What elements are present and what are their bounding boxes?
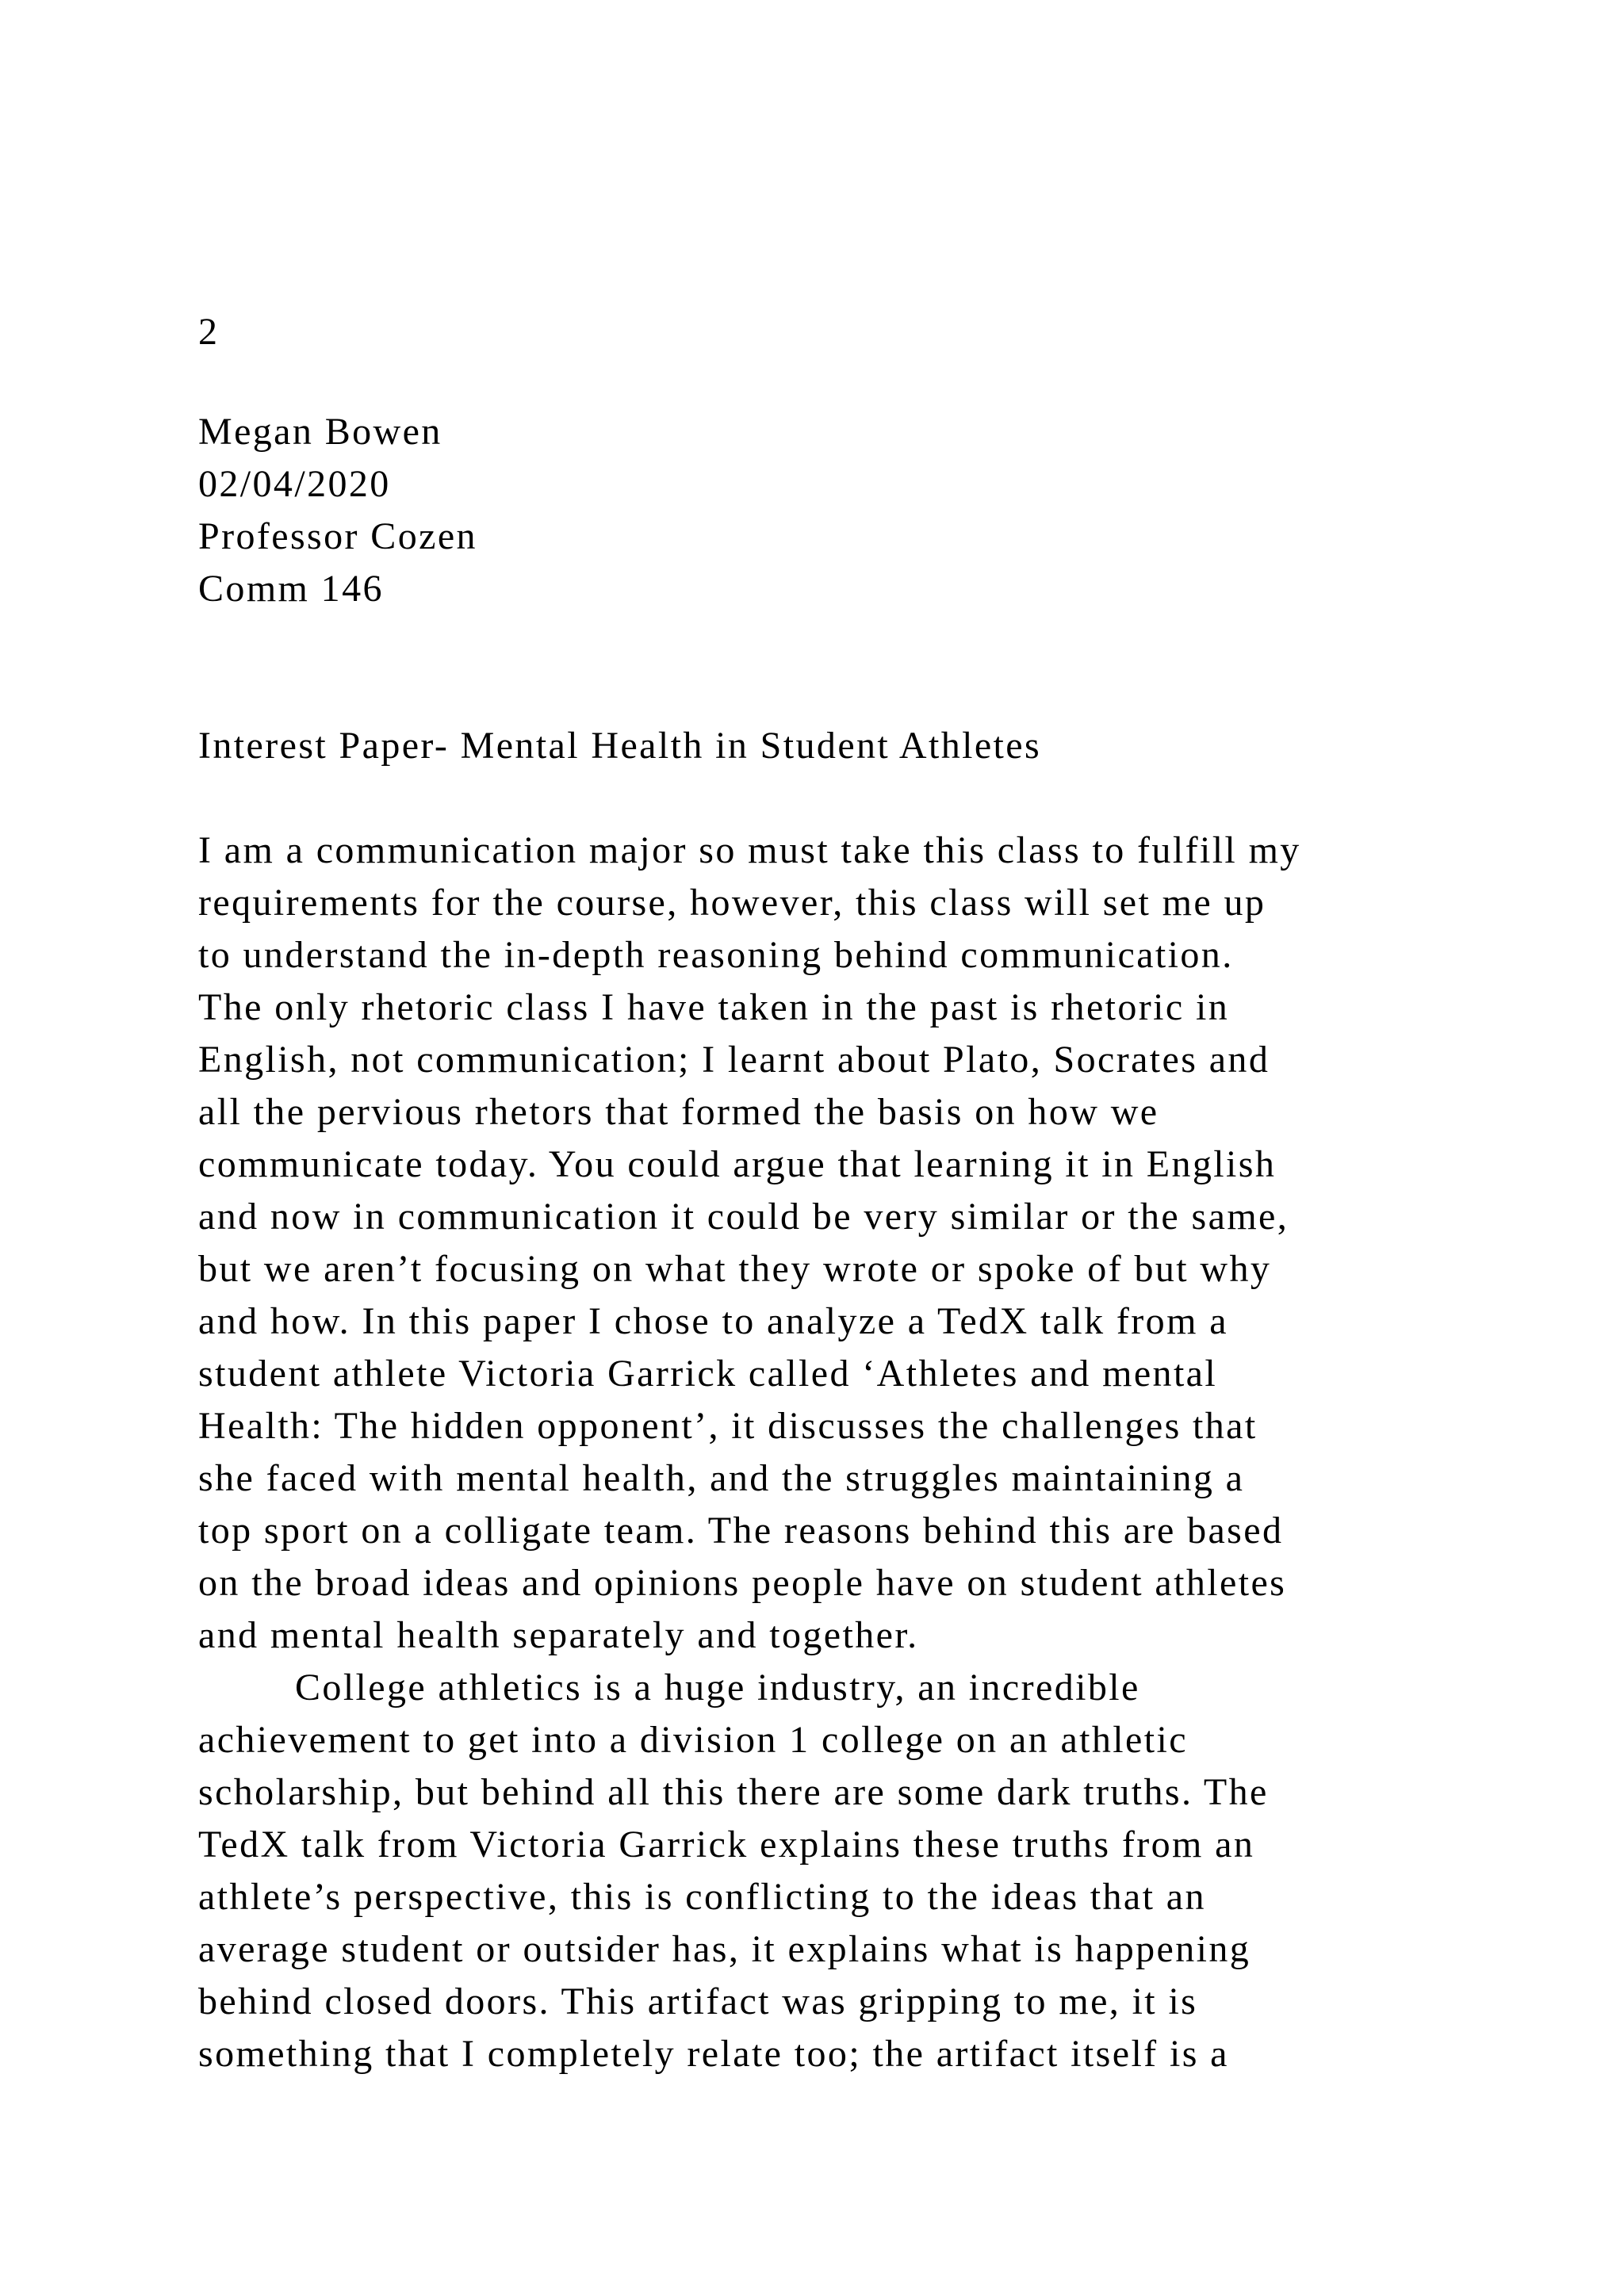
body-line: and mental health separately and together. [198,1614,919,1656]
date: 02/04/2020 [198,463,391,505]
body-line: communicate today. You could argue that learning it in English [198,1143,1277,1185]
body-line: English, not communication; I learnt about Plato, Socrates and [198,1039,1270,1081]
body-line: athlete’s perspective, this is conflicting to the ideas that an [198,1876,1206,1918]
body-line: TedX talk from Victoria Garrick explains these truths from an [198,1823,1255,1866]
body-line: but we aren’t focusing on what they wrote or spoke of but why [198,1248,1272,1290]
body-line: to understand the in-depth reasoning behind communication. [198,934,1234,976]
professor-name: Professor Cozen [198,515,477,557]
body-line: behind closed doors. This artifact was gripping to me, it is [198,1980,1198,2022]
body-line: requirements for the course, however, this class will set me up [198,882,1266,924]
body-line: she faced with mental health, and the struggles maintaining a [198,1457,1245,1499]
body-line: scholarship, but behind all this there are some dark truths. The [198,1771,1269,1813]
body-line: and now in communication it could be very similar or the same, [198,1196,1289,1238]
body-line: and how. In this paper I chose to analyze a TedX talk from a [198,1300,1228,1342]
body-line: I am a communication major so must take this class to fulfill my [198,829,1301,871]
body-line: average student or outsider has, it explains what is happening [198,1928,1251,1970]
paper-title: Interest Paper- Mental Health in Student Athletes [198,725,1042,767]
body-line: student athlete Victoria Garrick called ‘Athletes and mental [198,1353,1218,1395]
author-name: Megan Bowen [198,411,442,453]
body-line: College athletics is a huge industry, an incredible [295,1667,1140,1709]
body-line: all the pervious rhetors that formed the basis on how we [198,1091,1159,1133]
course-name: Comm 146 [198,568,384,610]
body-line: top sport on a colligate team. The reasons behind this are based [198,1510,1284,1552]
page-number: 2 [198,311,220,353]
body-line: The only rhetoric class I have taken in the past is rhetoric in [198,986,1230,1028]
body-line: on the broad ideas and opinions people have on student athletes [198,1562,1287,1604]
body-line: Health: The hidden opponent’, it discusses the challenges that [198,1405,1258,1447]
body-line: achievement to get into a division 1 college on an athletic [198,1719,1188,1761]
body-line: something that I completely relate too; the artifact itself is a [198,2033,1229,2075]
